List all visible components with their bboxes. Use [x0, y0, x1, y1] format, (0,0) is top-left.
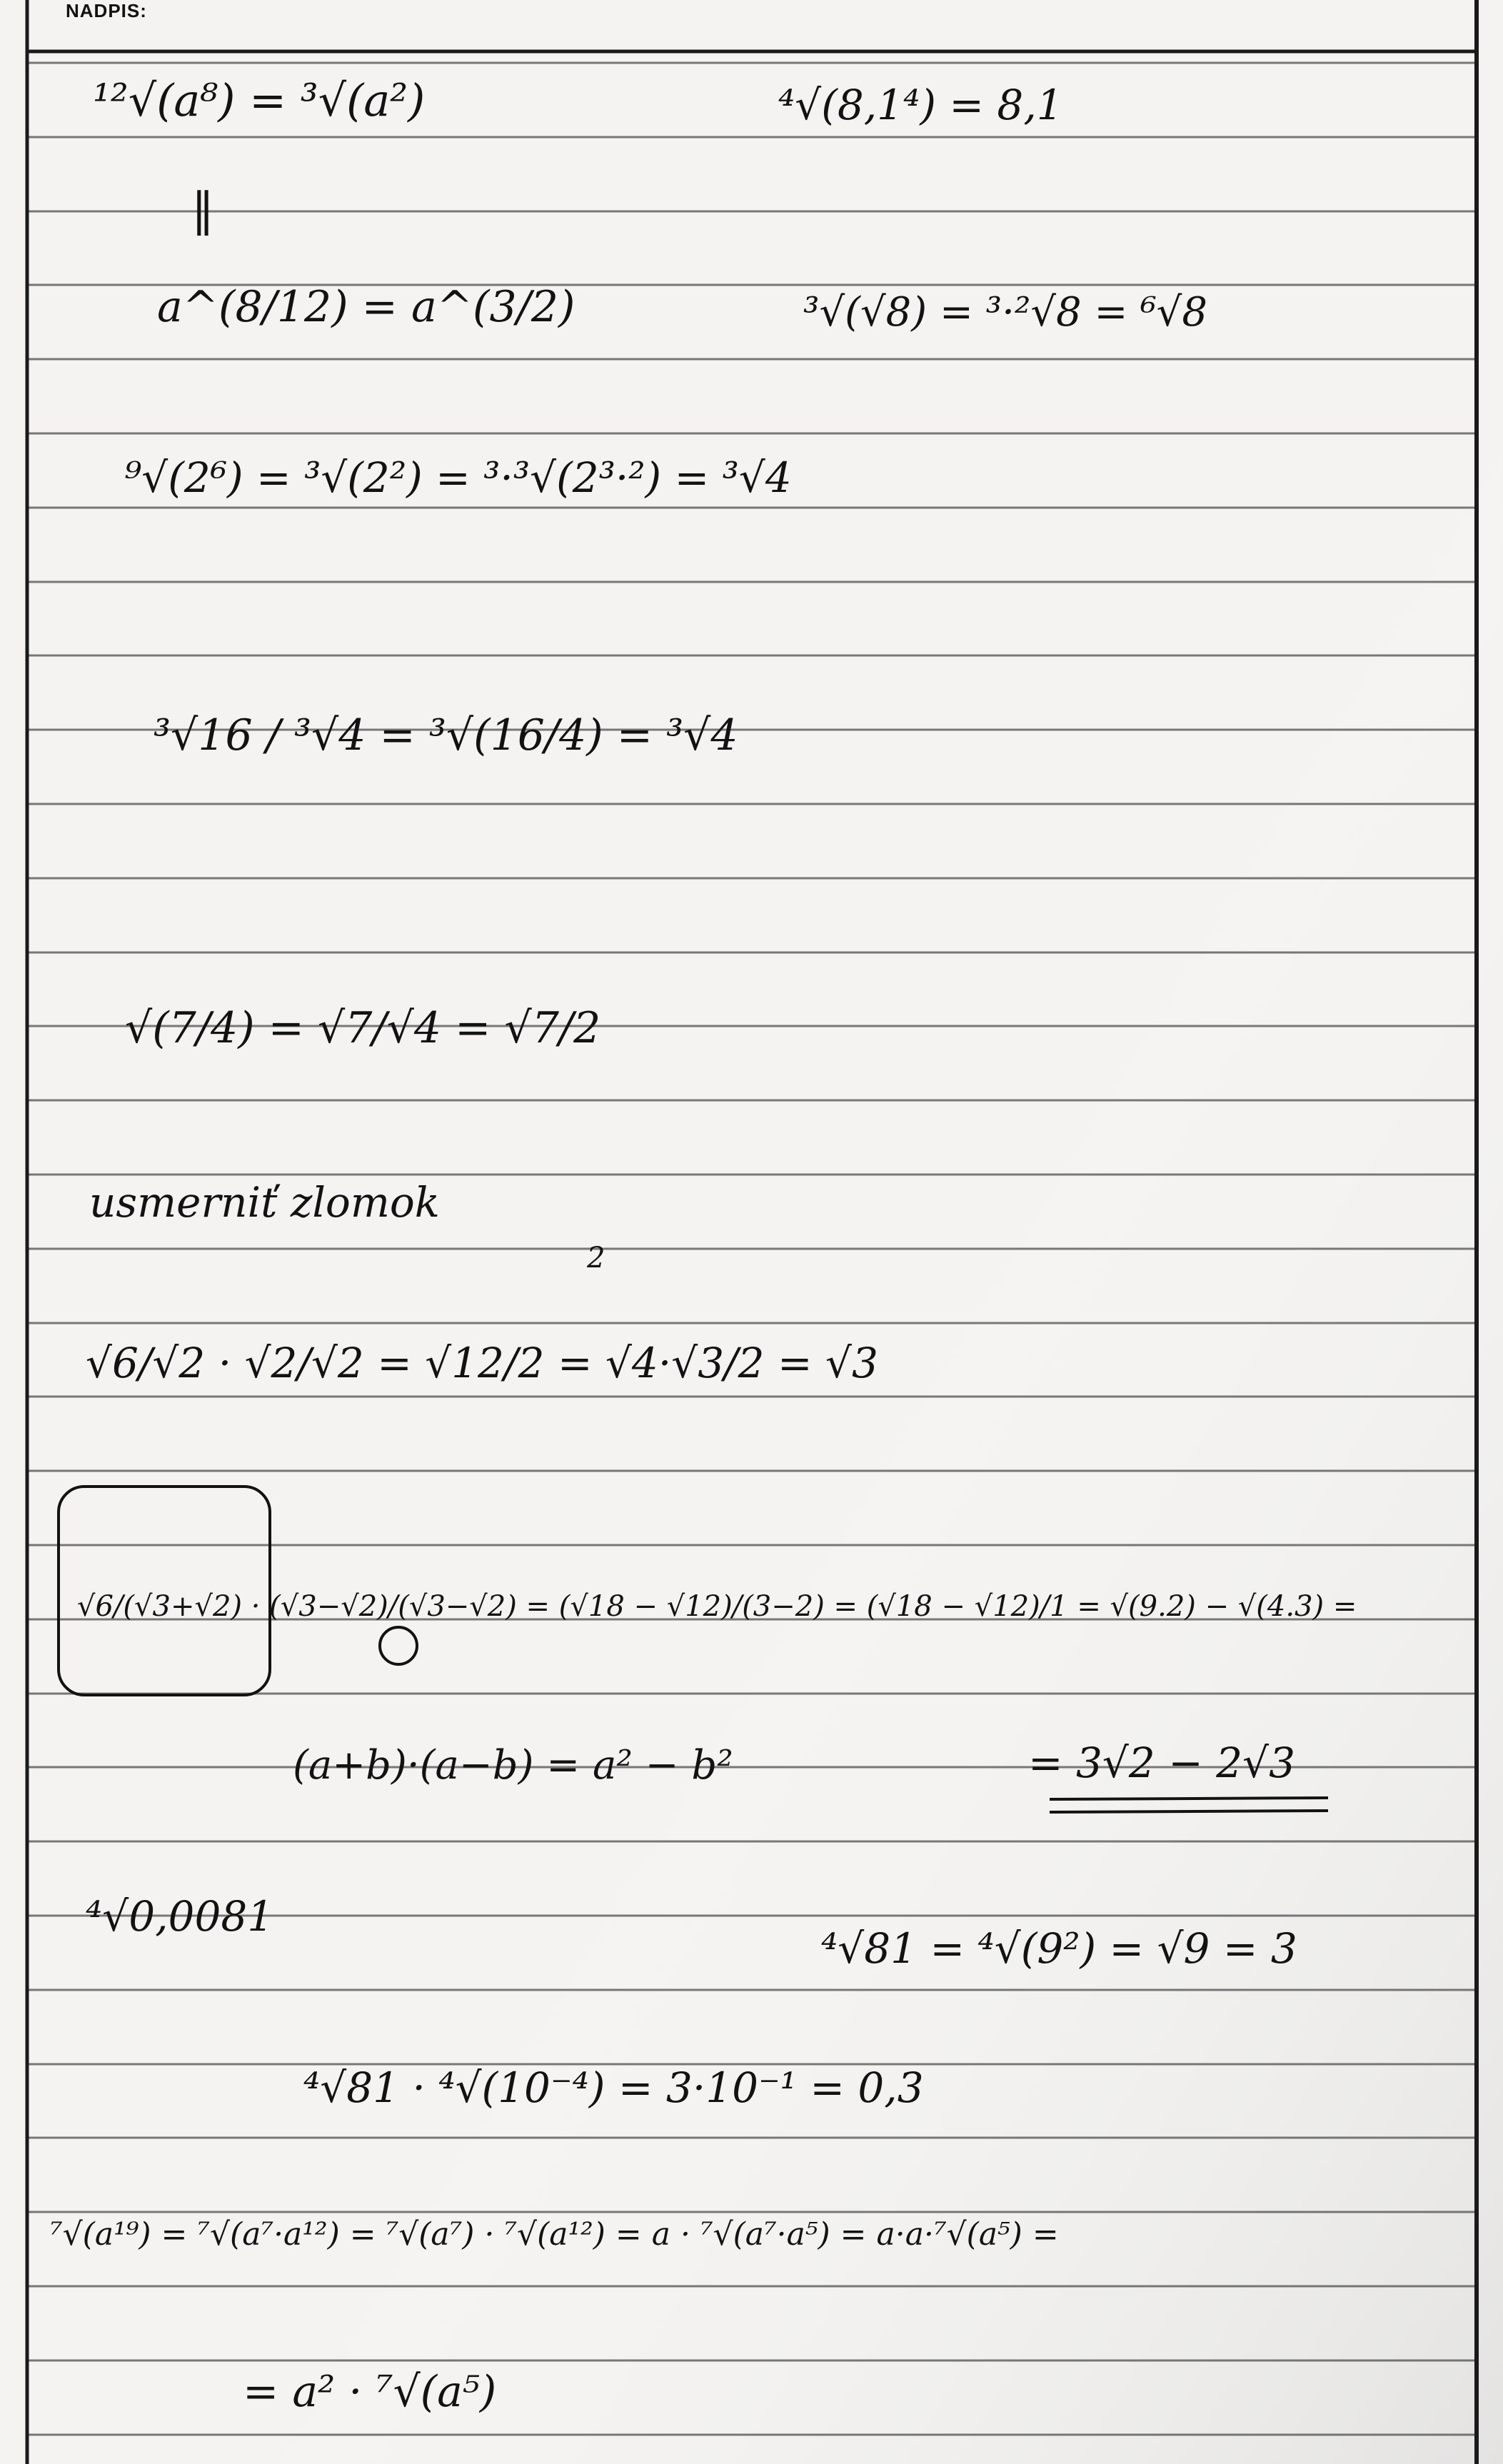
equation-seventh-root-a19: ⁷√(a¹⁹) = ⁷√(a⁷·a¹²) = ⁷√(a⁷) · ⁷√(a¹²) = a · ⁷√(a⁷·a⁵) = a·a·⁷√(a⁵) = [50, 2216, 1059, 2253]
equation-fourth-root-decimal: ⁴√0,0081 [86, 1892, 274, 1941]
equivalence-mark: ‖ [191, 183, 214, 236]
result-underline-2 [1050, 1811, 1328, 1812]
equation-difference-of-squares: (a+b)·(a−b) = a² − b² [293, 1742, 733, 1789]
equation-rationalize-sum: √6/(√3+√2) · (√3−√2)/(√3−√2) = (√18 − √12)/(3−2) = (√18 − √12)/1 = √(9.2) − √(4.3) = [77, 1590, 1357, 1623]
equation-product-roots: ⁴√81 · ⁴√(10⁻⁴) = 3·10⁻¹ = 0,3 [303, 2063, 924, 2112]
equation-root-seven-quarters: √(7/4) = √7/√4 = √7/2 [125, 1003, 601, 1053]
equation-rationalize-sqrt2: √6/√2 · √2/√2 = √12/2 = √4·√3/2 = √3 [86, 1339, 878, 1387]
equation-nested-root-8: ³√(√8) = ³·²√8 = ⁶√8 [803, 289, 1207, 336]
equation-annotation-2: 2 [587, 1242, 605, 1274]
equation-result-boxed: = 3√2 − 2√3 [1028, 1739, 1296, 1787]
header-label: NADPIS: [66, 0, 147, 21]
equation-root-power-a: ¹²√(a⁸) = ³√(a²) [93, 74, 426, 126]
equation-quotient-of-roots: ³√16 / ³√4 = ³√(16/4) = ³√4 [154, 710, 738, 760]
note-rationalize-fraction: usmerniť zlomok [89, 1178, 440, 1227]
equation-final-result: = a² · ⁷√(a⁵) [243, 2367, 497, 2417]
equation-fourth-root-8-1: ⁴√(8,1⁴) = 8,1 [778, 81, 1063, 129]
equation-ninth-root-2: ⁹√(2⁶) = ³√(2²) = ³·³√(2³·²) = ³√4 [125, 453, 792, 502]
result-underline-1 [1050, 1798, 1328, 1799]
equation-fraction-exponents: a^(8/12) = a^(3/2) [157, 282, 575, 332]
equation-fourth-root-81: ⁴√81 = ⁴√(9²) = √9 = 3 [821, 1924, 1297, 1973]
